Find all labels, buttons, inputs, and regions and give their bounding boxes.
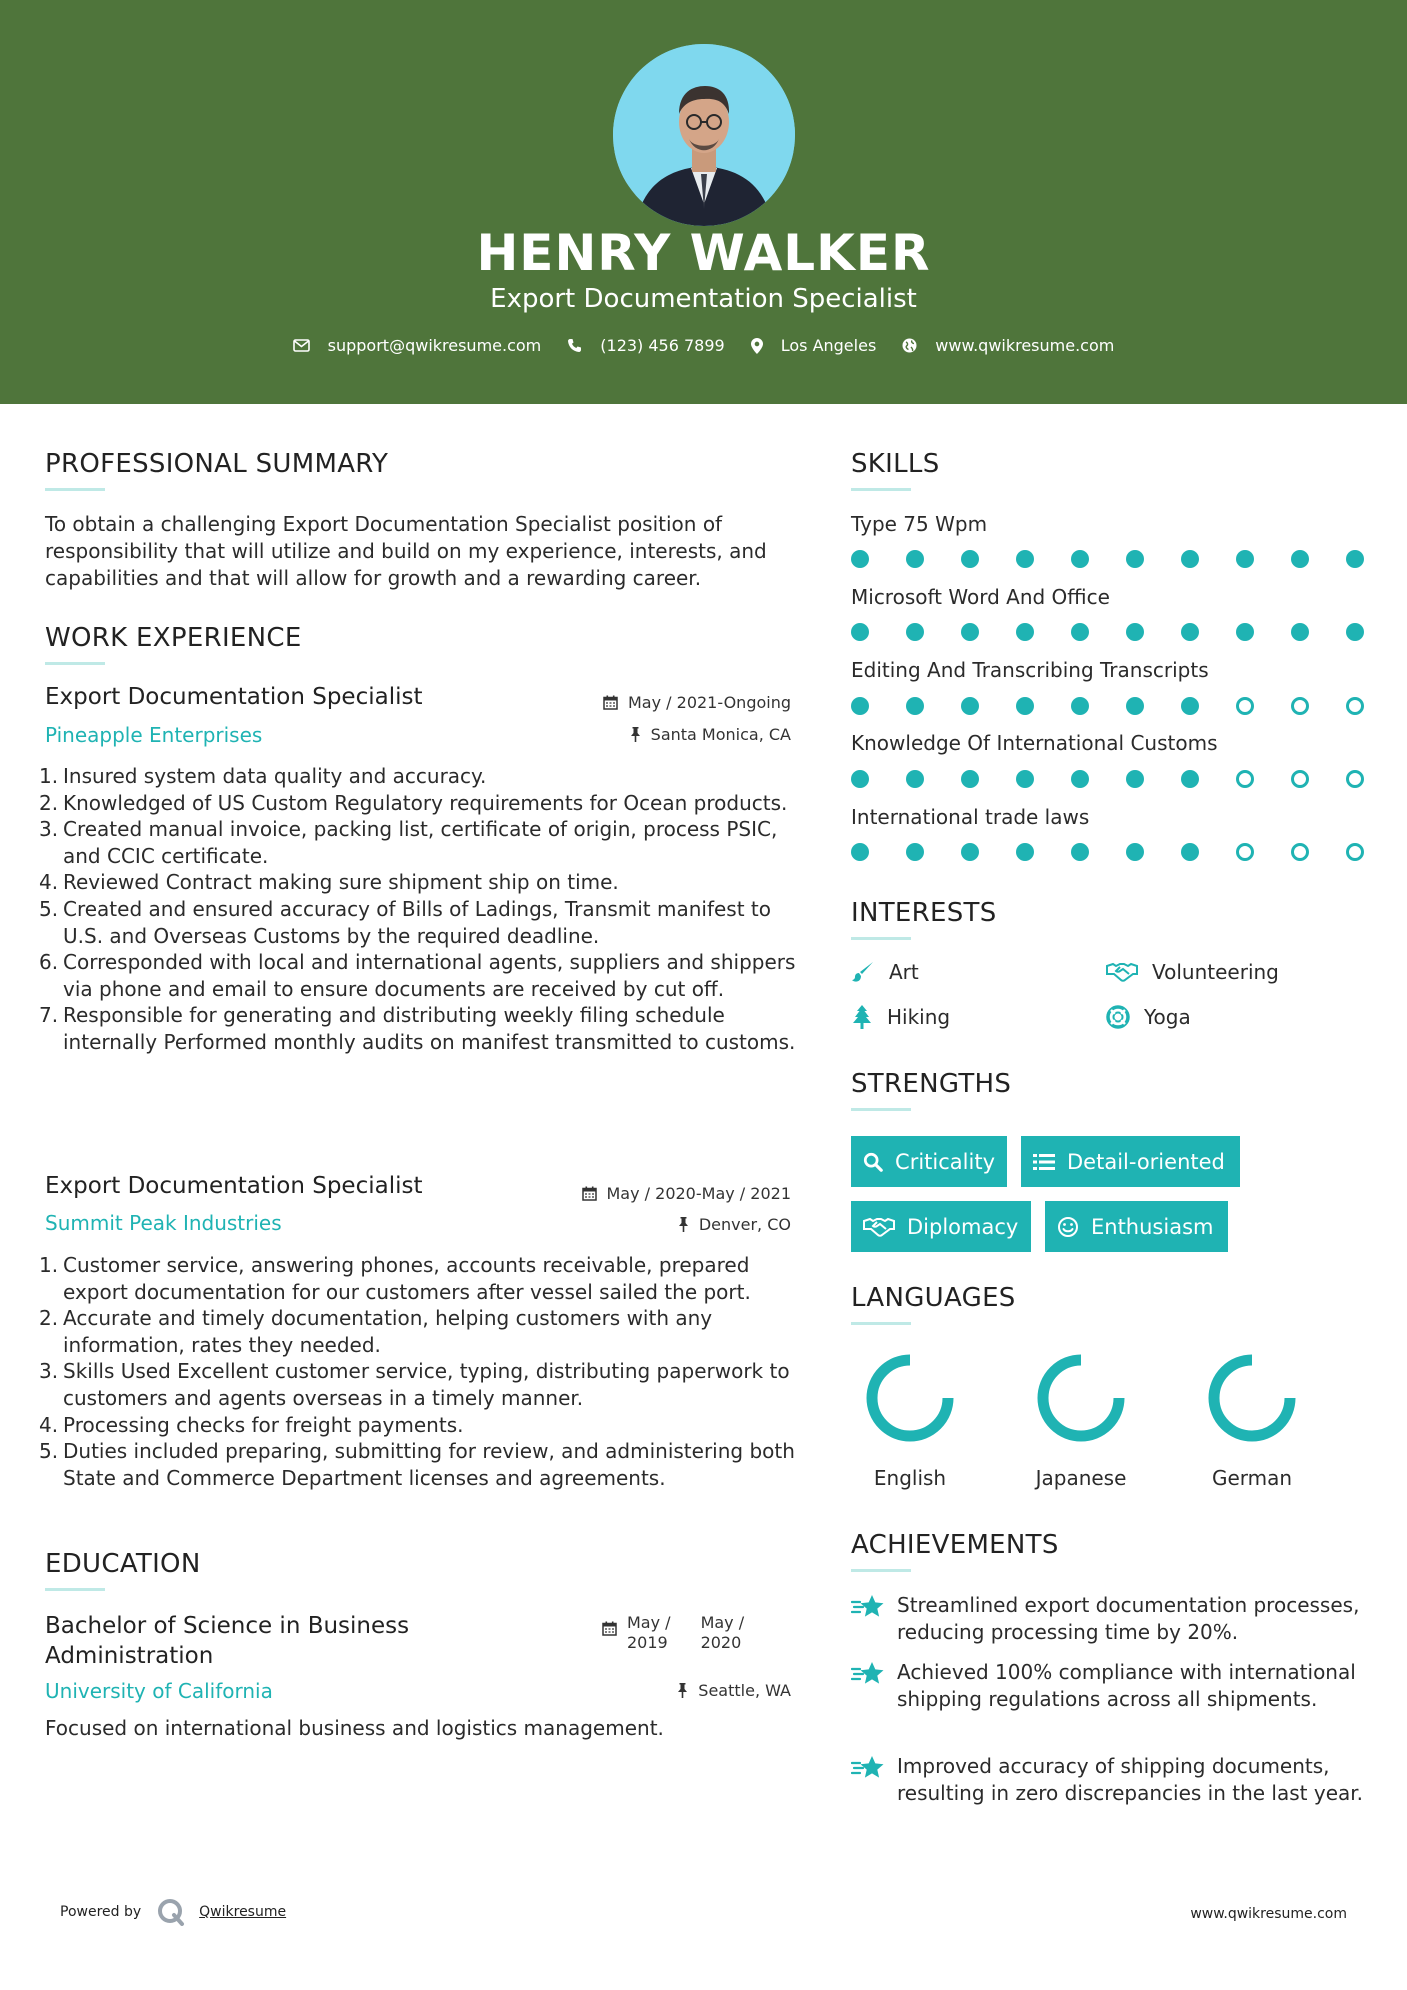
skill-4-name: Knowledge Of International Customs — [851, 731, 1218, 755]
date-start-month: May / — [627, 1613, 671, 1632]
calendar-icon — [603, 695, 618, 710]
job-2-date — [511, 1184, 791, 1203]
rating-dot-filled — [1346, 550, 1364, 568]
list-item: 3. Skills Used Excellent customer service, typing, distributing paperwork to customers and agents overseas in a timely manner. — [39, 1359, 790, 1410]
degree-line-1: Bachelor of Science in Business — [45, 1613, 410, 1639]
language-english — [855, 1352, 965, 1490]
language-japanese-label: Japanese — [1035, 1466, 1127, 1490]
achievement-3 — [851, 1753, 1371, 1806]
language-english-label: English — [873, 1466, 947, 1490]
language-level-arc — [1214, 1360, 1290, 1436]
lifebuoy-icon — [1106, 1005, 1130, 1029]
language-english-gauge — [864, 1352, 956, 1444]
list-item: 5. Duties included preparing, submitting for review, and administering both State and Commerce Department licenses and agreements. — [39, 1439, 795, 1490]
rating-dot-filled — [1181, 623, 1199, 641]
education-degree — [45, 1611, 465, 1671]
qwikresume-link[interactable]: Qwikresume — [199, 1904, 287, 1920]
handshake-icon — [1106, 962, 1138, 982]
map-pin-icon — [751, 338, 763, 354]
rating-dot-filled — [1181, 697, 1199, 715]
rating-dot-filled — [1016, 770, 1034, 788]
rating-dot-filled — [851, 843, 869, 861]
skill-2-rating — [851, 622, 1363, 642]
contact-phone-text: (123) 456 7899 — [600, 336, 725, 355]
envelope-icon — [293, 339, 310, 352]
date-end-year: 2020 — [700, 1633, 742, 1652]
rating-dot-empty — [1291, 843, 1309, 861]
education-location-text: Seattle, WA — [698, 1681, 791, 1700]
job-1-location-text: Santa Monica, CA — [650, 725, 791, 744]
interest-yoga-label: Yoga — [1144, 1005, 1191, 1029]
languages-heading: LANGUAGES — [851, 1283, 1016, 1313]
resume-header — [0, 0, 1407, 404]
language-level-arc — [1043, 1360, 1119, 1436]
list-item: 4. Reviewed Contract making sure shipment ship on time. — [39, 870, 619, 895]
experience-underline — [45, 662, 105, 665]
language-german-gauge — [1206, 1352, 1298, 1444]
list-item: 3. Created manual invoice, packing list, certificate of origin, process PSIC, and CCIC certificate. — [39, 817, 778, 868]
rating-dot-empty — [1346, 697, 1364, 715]
rating-dot-empty — [1346, 770, 1364, 788]
rating-dot-filled — [1071, 770, 1089, 788]
degree-line-2: Administration — [45, 1643, 214, 1669]
interest-art — [851, 960, 919, 984]
skill-3-name: Editing And Transcribing Transcripts — [851, 658, 1209, 682]
interest-yoga — [1106, 1005, 1191, 1029]
achievement-2 — [851, 1659, 1371, 1712]
rating-dot-filled — [906, 697, 924, 715]
skills-underline — [851, 488, 911, 491]
strength-criticality — [851, 1136, 1007, 1187]
contact-email[interactable] — [293, 336, 542, 355]
date-end-month: May / — [700, 1613, 745, 1632]
rating-dot-filled — [1071, 550, 1089, 568]
job-2-location — [531, 1215, 791, 1234]
job-role: Export Documentation Specialist — [490, 284, 917, 314]
pushpin-icon — [677, 1683, 688, 1698]
achievement-1-text: Streamlined export documentation processes, reducing processing time by 20%. — [897, 1593, 1360, 1644]
education-underline — [45, 1588, 105, 1591]
rating-dot-empty — [1291, 770, 1309, 788]
rating-dot-empty — [1291, 697, 1309, 715]
phone-icon — [567, 338, 582, 353]
job-1-date — [531, 693, 791, 712]
rating-dot-filled — [1236, 623, 1254, 641]
achievements-heading: ACHIEVEMENTS — [851, 1530, 1059, 1560]
star-icon — [851, 1755, 885, 1781]
rating-dot-filled — [906, 550, 924, 568]
rating-dot-filled — [1236, 550, 1254, 568]
calendar-icon — [582, 1186, 597, 1201]
rating-dot-filled — [961, 843, 979, 861]
rating-dot-empty — [1346, 843, 1364, 861]
skill-1-name: Type 75 Wpm — [851, 512, 988, 536]
strength-detail-oriented-label: Detail-oriented — [1067, 1149, 1225, 1174]
rating-dot-filled — [1181, 550, 1199, 568]
job-2-date-text: May / 2020-May / 2021 — [606, 1184, 791, 1203]
contact-bar — [0, 336, 1407, 355]
rating-dot-filled — [1346, 623, 1364, 641]
education-school: University of California — [45, 1679, 273, 1703]
tree-icon — [851, 1005, 873, 1029]
profile-photo — [613, 44, 795, 226]
rating-dot-filled — [1016, 697, 1034, 715]
rating-dot-filled — [1291, 550, 1309, 568]
list-icon — [1033, 1153, 1055, 1171]
rating-dot-filled — [1181, 770, 1199, 788]
interest-volunteering — [1106, 960, 1279, 984]
job-1-duties — [39, 763, 805, 1056]
strength-criticality-label: Criticality — [895, 1149, 995, 1174]
achievement-1 — [851, 1592, 1371, 1645]
list-item: 1. Insured system data quality and accuracy. — [39, 764, 487, 788]
job-2-company: Summit Peak Industries — [45, 1211, 282, 1235]
contact-location-text: Los Angeles — [780, 336, 877, 355]
language-japanese-gauge — [1035, 1352, 1127, 1444]
rating-dot-filled — [1071, 843, 1089, 861]
education-date-start — [627, 1613, 671, 1653]
education-location — [531, 1681, 791, 1700]
paintbrush-icon — [851, 961, 875, 983]
job-2-duties — [39, 1252, 805, 1491]
strengths-heading: STRENGTHS — [851, 1069, 1012, 1099]
rating-dot-filled — [851, 770, 869, 788]
rating-dot-filled — [1016, 623, 1034, 641]
list-item: 7. Responsible for generating and distributing weekly filing schedule internally Performed monthly audits on manifest transmitted to customs. — [39, 1003, 796, 1054]
rating-dot-filled — [961, 550, 979, 568]
skill-2-name: Microsoft Word And Office — [851, 585, 1110, 609]
education-heading: EDUCATION — [45, 1549, 201, 1579]
strength-detail-oriented — [1021, 1136, 1240, 1187]
rating-dot-filled — [851, 550, 869, 568]
achievement-2-text: Achieved 100% compliance with international shipping regulations across all shipments. — [897, 1660, 1356, 1711]
skill-5-rating — [851, 842, 1363, 862]
language-level-arc — [872, 1360, 948, 1436]
rating-dot-filled — [906, 843, 924, 861]
contact-phone[interactable] — [567, 336, 724, 355]
rating-dot-filled — [1071, 623, 1089, 641]
contact-location — [751, 336, 877, 355]
rating-dot-filled — [1016, 550, 1034, 568]
skills-heading: SKILLS — [851, 449, 940, 479]
calendar-icon — [602, 1621, 617, 1636]
rating-dot-filled — [961, 697, 979, 715]
star-icon — [851, 1661, 885, 1687]
strength-diplomacy-label: Diplomacy — [907, 1214, 1019, 1239]
rating-dot-filled — [961, 623, 979, 641]
rating-dot-filled — [1126, 697, 1144, 715]
rating-dot-filled — [1126, 623, 1144, 641]
education-description: Focused on international business and logistics management. — [45, 1716, 664, 1740]
list-item: 4. Processing checks for freight payments. — [39, 1412, 464, 1437]
experience-heading: WORK EXPERIENCE — [45, 623, 302, 653]
contact-website[interactable] — [902, 336, 1114, 355]
list-item: 2. Knowledged of US Custom Regulatory requirements for Ocean products. — [39, 790, 788, 815]
job-1-company: Pineapple Enterprises — [45, 723, 263, 747]
list-item: 6. Corresponded with local and international agents, suppliers and shippers via phone and email to ensure documents are received by cut off. — [39, 950, 796, 1001]
job-1-location — [531, 725, 791, 744]
education-date — [602, 1613, 744, 1653]
rating-dot-filled — [906, 770, 924, 788]
globe-icon — [902, 338, 917, 353]
interest-volunteering-label: Volunteering — [1152, 960, 1279, 984]
list-item: 1. Customer service, answering phones, accounts receivable, prepared export documentation for our customers after vessel sailed the port. — [39, 1253, 751, 1304]
rating-dot-filled — [906, 623, 924, 641]
languages-underline — [851, 1322, 911, 1325]
skill-4-rating — [851, 769, 1363, 789]
rating-dot-empty — [1236, 697, 1254, 715]
strengths-underline — [851, 1108, 911, 1111]
powered-by-label: Powered by — [60, 1904, 142, 1920]
list-item: 2. Accurate and timely documentation, helping customers with any information, rates they needed. — [39, 1306, 713, 1357]
strength-enthusiasm-label: Enthusiasm — [1091, 1214, 1214, 1239]
date-start-year: 2019 — [627, 1633, 668, 1652]
full-name: HENRY WALKER — [476, 224, 931, 282]
interest-hiking-label: Hiking — [887, 1005, 951, 1029]
interest-hiking — [851, 1005, 950, 1029]
rating-dot-filled — [1181, 843, 1199, 861]
rating-dot-filled — [1126, 770, 1144, 788]
language-german — [1197, 1352, 1307, 1490]
strength-diplomacy — [851, 1201, 1031, 1252]
list-item: 5. Created and ensured accuracy of Bills of Ladings, Transmit manifest to U.S. and Overseas Customs by the required deadline. — [39, 896, 771, 948]
footer-website[interactable]: www.qwikresume.com — [1190, 1906, 1347, 1922]
smile-icon — [1057, 1216, 1079, 1238]
rating-dot-filled — [1291, 623, 1309, 641]
handshake-icon — [863, 1217, 895, 1237]
summary-underline — [45, 488, 105, 491]
rating-dot-filled — [1071, 697, 1089, 715]
strength-enthusiasm — [1045, 1201, 1228, 1252]
qwikresume-logo-icon — [157, 1898, 185, 1926]
achievements-underline — [851, 1569, 911, 1572]
pushpin-icon — [630, 727, 641, 742]
search-icon — [863, 1151, 883, 1173]
rating-dot-empty — [1236, 770, 1254, 788]
pushpin-icon — [678, 1217, 689, 1232]
footer-powered-by — [60, 1898, 286, 1926]
rating-dot-filled — [1016, 843, 1034, 861]
education-date-end — [701, 1613, 745, 1653]
interest-art-label: Art — [889, 960, 919, 984]
skill-5-name: International trade laws — [851, 805, 1090, 829]
rating-dot-filled — [851, 697, 869, 715]
achievement-3-text: Improved accuracy of shipping documents, resulting in zero discrepancies in the last year. — [897, 1754, 1363, 1805]
job-1-date-text: May / 2021-Ongoing — [628, 693, 791, 712]
interests-heading: INTERESTS — [851, 898, 997, 928]
skill-1-rating — [851, 549, 1363, 569]
language-german-label: German — [1211, 1466, 1293, 1490]
contact-email-text: support@qwikresume.com — [327, 336, 542, 355]
skill-3-rating — [851, 696, 1363, 716]
job-2-location-text: Denver, CO — [698, 1215, 791, 1234]
job-2-title: Export Documentation Specialist — [45, 1173, 423, 1199]
language-japanese — [1026, 1352, 1136, 1490]
summary-heading: PROFESSIONAL SUMMARY — [45, 449, 389, 479]
summary-text: To obtain a challenging Export Documentation Specialist position of responsibility that will utilize and build on my experience, interests, and capabilities and that will allow for growth and a rewarding career. — [45, 512, 767, 590]
contact-website-text: www.qwikresume.com — [935, 336, 1115, 355]
rating-dot-filled — [961, 770, 979, 788]
job-1-title: Export Documentation Specialist — [45, 684, 423, 710]
rating-dot-filled — [1126, 550, 1144, 568]
interests-underline — [851, 937, 911, 940]
rating-dot-filled — [851, 623, 869, 641]
person-photo-icon — [613, 44, 795, 226]
rating-dot-empty — [1236, 843, 1254, 861]
rating-dot-filled — [1126, 843, 1144, 861]
star-icon — [851, 1594, 885, 1620]
